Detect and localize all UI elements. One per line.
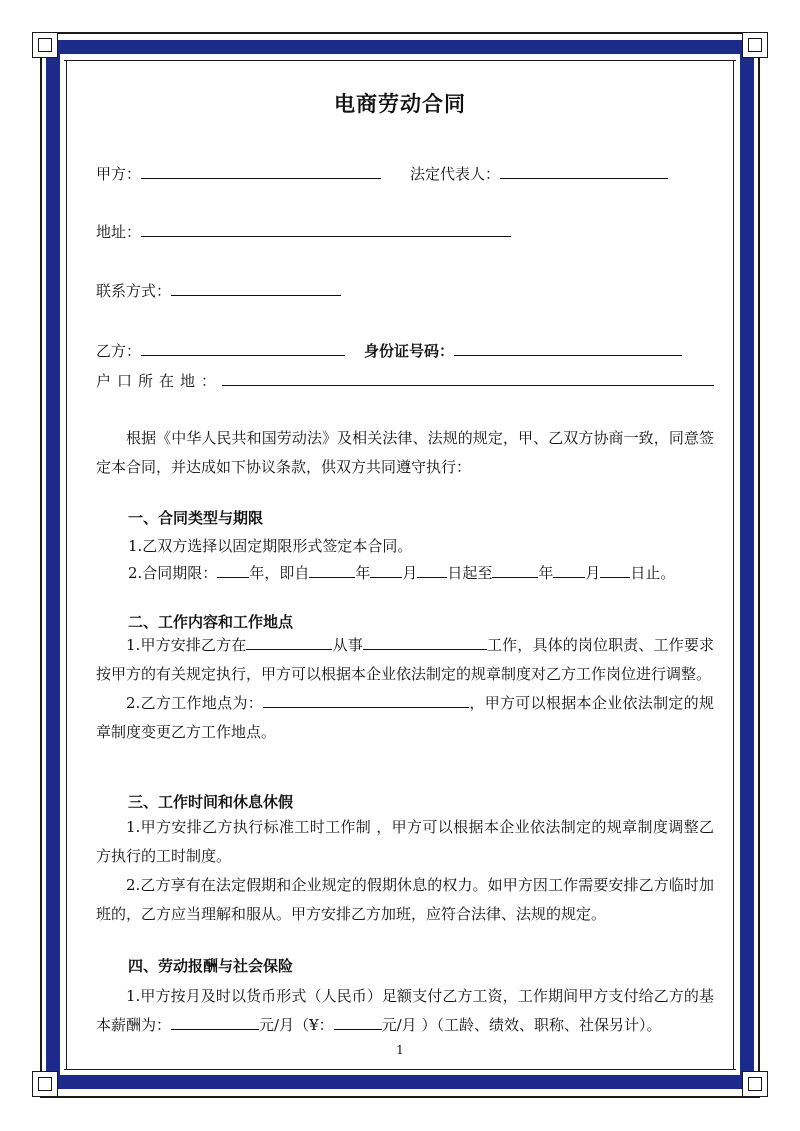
outer-line-left bbox=[40, 32, 42, 1098]
section1-item1: 1.乙双方选择以固定期限形式签定本合同。 bbox=[128, 537, 413, 555]
inner-line-right bbox=[733, 60, 734, 1070]
outer-line-right bbox=[758, 32, 760, 1098]
section2-item2 bbox=[96, 689, 714, 747]
end-day-label: 日止。 bbox=[630, 564, 676, 582]
term-year-label: 年 bbox=[249, 564, 265, 582]
work-location-rest: ，甲方可以根据本企业依法制定的规章制度变更乙方工作地点。 bbox=[96, 694, 714, 741]
id-number-blank[interactable] bbox=[454, 339, 682, 356]
inner-line-top bbox=[64, 60, 736, 61]
work-place-prefix: 1.甲方安排乙方在 bbox=[126, 636, 247, 654]
section2-item1 bbox=[96, 631, 714, 689]
section3-item2: 2.乙方享有在法定假期和企业规定的假期休息的权力。如甲方因工作需要安排乙方临时加班的，乙方应当理解和服从。甲方安排乙方加班，应符合法律、法规的规定。 bbox=[96, 876, 714, 923]
salary-amount-blank[interactable] bbox=[171, 1013, 259, 1030]
outer-line-bottom bbox=[40, 1096, 760, 1098]
address-row bbox=[96, 220, 511, 243]
end-year-blank[interactable] bbox=[492, 561, 538, 578]
start-day-label: 日起至 bbox=[447, 564, 493, 582]
party-a-blank[interactable] bbox=[141, 162, 381, 179]
address-blank[interactable] bbox=[141, 220, 511, 237]
section1-heading: 一、合同类型与期限 bbox=[128, 509, 264, 527]
start-year-blank[interactable] bbox=[309, 561, 355, 578]
inner-line-left bbox=[66, 60, 67, 1070]
salary-number-blank[interactable] bbox=[334, 1013, 382, 1030]
corner-ornament-bottom-left bbox=[32, 1071, 58, 1097]
section2-body bbox=[96, 631, 714, 747]
work-rest-text: 工作，具体的岗位职责、工作要求按甲方的有关规定执行，甲方可以根据本企业依法制定的规章制度对乙方工作岗位进行调整。 bbox=[96, 636, 714, 683]
legal-rep-blank[interactable] bbox=[500, 162, 668, 179]
section3-body bbox=[96, 813, 714, 929]
party-a-label: 甲方： bbox=[96, 165, 142, 183]
start-year-label: 年 bbox=[355, 564, 371, 582]
work-location-blank[interactable] bbox=[263, 691, 469, 708]
party-b-blank[interactable] bbox=[141, 339, 345, 356]
salary-unit-rest: 元/月 ）（工龄、绩效、职称、社保另计）。 bbox=[381, 1016, 662, 1034]
party-b-label: 乙方： bbox=[96, 342, 142, 360]
contact-row bbox=[96, 279, 341, 302]
job-blank[interactable] bbox=[363, 633, 487, 650]
end-day-blank[interactable] bbox=[600, 561, 630, 578]
party-b-row bbox=[96, 339, 345, 362]
corner-ornament-top-left bbox=[32, 32, 58, 58]
residence-row bbox=[96, 369, 714, 392]
work-location-prefix: 2.乙方工作地点为： bbox=[126, 694, 264, 712]
corner-ornament-bottom-right bbox=[742, 1071, 768, 1097]
end-year-label: 年 bbox=[538, 564, 554, 582]
start-day-blank[interactable] bbox=[417, 561, 447, 578]
section3-item1: 1.甲方安排乙方执行标准工时工作制 ，甲方可以根据本企业依法制定的规章制度调整乙方执行的工时制度。 bbox=[96, 818, 714, 865]
inner-line-bottom bbox=[64, 1069, 736, 1070]
term-from-label: ，即自 bbox=[264, 564, 310, 582]
section4-heading: 四、劳动报酬与社会保险 bbox=[128, 957, 294, 975]
blue-band-right bbox=[740, 40, 754, 1089]
intro-paragraph bbox=[96, 424, 714, 482]
section3-heading: 三、工作时间和休息休假 bbox=[128, 793, 294, 811]
section4-item1 bbox=[96, 982, 714, 1040]
address-label: 地址： bbox=[96, 223, 142, 241]
blue-band-left bbox=[46, 40, 60, 1089]
salary-unit-label: 元/月（¥： bbox=[259, 1016, 334, 1034]
section1-item2 bbox=[128, 561, 675, 584]
legal-rep-label: 法定代表人： bbox=[410, 165, 501, 183]
section2-heading: 二、工作内容和工作地点 bbox=[128, 613, 294, 631]
intro-text: 根据《中华人民共和国劳动法》及相关法律、法规的规定，甲、乙双方协商一致，同意签定本合同，并达成如下协议条款，供双方共同遵守执行： bbox=[96, 429, 714, 476]
section4-body bbox=[96, 982, 714, 1040]
id-number-row bbox=[364, 339, 682, 362]
document-title: 电商劳动合同 bbox=[334, 91, 466, 116]
party-a-row bbox=[96, 162, 381, 185]
corner-ornament-top-right bbox=[742, 32, 768, 58]
end-month-blank[interactable] bbox=[553, 561, 585, 578]
blue-band-top bbox=[44, 40, 756, 54]
contact-label: 联系方式： bbox=[96, 282, 172, 300]
salary-text: 1.甲方按月及时以货币形式（人民币）足额支付乙方工资，工作期间甲方支付给乙方的基本薪酬为： bbox=[96, 987, 714, 1034]
end-month-label: 月 bbox=[585, 564, 601, 582]
contact-blank[interactable] bbox=[171, 279, 341, 296]
id-number-label: 身份证号码： bbox=[364, 342, 455, 360]
term-prefix: 2.合同期限： bbox=[128, 564, 218, 582]
legal-rep-row bbox=[410, 162, 668, 185]
blue-band-bottom bbox=[44, 1075, 756, 1089]
engage-label: 从事 bbox=[332, 636, 363, 654]
start-month-blank[interactable] bbox=[370, 561, 402, 578]
page-number: 1 bbox=[396, 1043, 404, 1057]
start-month-label: 月 bbox=[402, 564, 418, 582]
residence-blank[interactable] bbox=[222, 369, 714, 386]
residence-label: 户口所在地： bbox=[96, 372, 223, 390]
work-dept-blank[interactable] bbox=[246, 633, 332, 650]
term-years-blank[interactable] bbox=[217, 561, 249, 578]
outer-line-top bbox=[40, 32, 760, 34]
